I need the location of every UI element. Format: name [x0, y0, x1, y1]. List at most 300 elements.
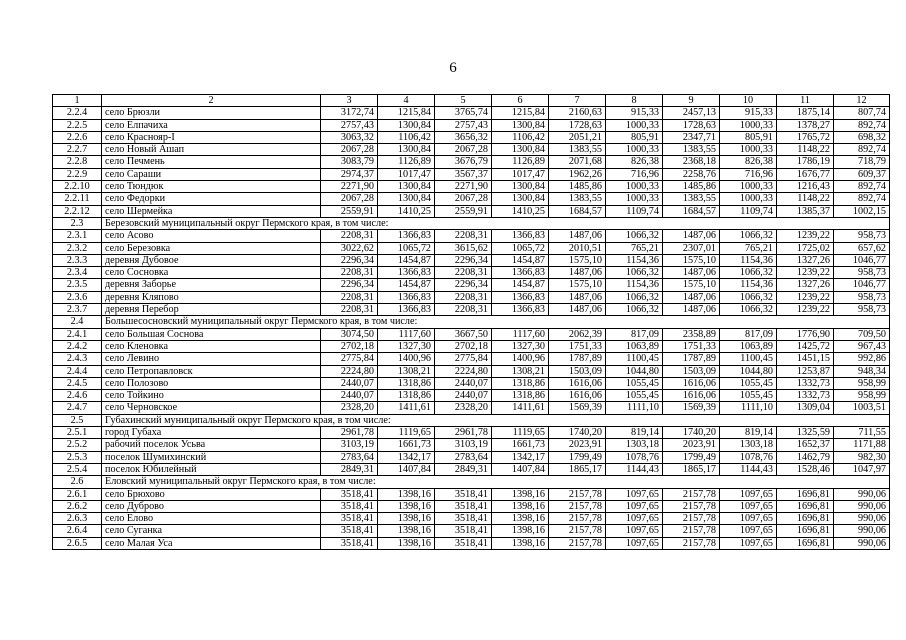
value-cell: 1569,39 [663, 402, 720, 414]
value-cell: 1117,60 [378, 328, 435, 340]
value-cell: 1751,33 [549, 340, 606, 352]
value-cell: 2160,63 [549, 107, 606, 119]
row-code: 2.4.5 [53, 377, 102, 389]
value-cell: 1787,89 [663, 353, 720, 365]
table-row [53, 500, 890, 512]
value-cell: 1728,63 [549, 119, 606, 131]
table-row [53, 439, 890, 451]
value-cell: 1575,10 [549, 254, 606, 266]
value-cell: 3518,41 [321, 525, 378, 537]
value-cell: 2328,20 [435, 402, 492, 414]
column-number-header: 7 [549, 95, 606, 107]
column-number-header: 6 [492, 95, 549, 107]
value-cell: 2157,78 [549, 525, 606, 537]
value-cell: 915,33 [720, 107, 777, 119]
value-cell: 2440,07 [321, 390, 378, 402]
value-cell: 1002,15 [834, 205, 890, 217]
value-cell: 2208,31 [435, 291, 492, 303]
value-cell: 1454,87 [378, 279, 435, 291]
value-cell: 1318,86 [492, 390, 549, 402]
value-cell: 2757,43 [435, 119, 492, 131]
value-cell: 2296,34 [435, 254, 492, 266]
table-row [53, 525, 890, 537]
settlement-name: село Дуброво [102, 500, 321, 512]
value-cell: 1661,73 [378, 439, 435, 451]
value-cell: 892,74 [834, 181, 890, 193]
value-cell: 958,73 [834, 291, 890, 303]
value-cell: 1100,45 [606, 353, 663, 365]
column-number-header: 11 [777, 95, 834, 107]
value-cell: 2157,78 [663, 513, 720, 525]
value-cell: 3518,41 [435, 525, 492, 537]
value-cell: 1398,16 [492, 488, 549, 500]
value-cell: 3172,74 [321, 107, 378, 119]
value-cell: 2157,78 [663, 537, 720, 549]
table-row [53, 365, 890, 377]
value-cell: 1300,84 [492, 144, 549, 156]
value-cell: 1148,22 [777, 144, 834, 156]
value-cell: 2296,34 [435, 279, 492, 291]
row-code: 2.3.5 [53, 279, 102, 291]
value-cell: 718,79 [834, 156, 890, 168]
value-cell: 1063,89 [720, 340, 777, 352]
value-cell: 1962,26 [549, 168, 606, 180]
value-cell: 1066,32 [720, 304, 777, 316]
value-cell: 1575,10 [663, 254, 720, 266]
settlement-name: село Малая Уса [102, 537, 321, 549]
value-cell: 1342,17 [378, 451, 435, 463]
settlement-name: село Новый Ашап [102, 144, 321, 156]
value-cell: 2208,31 [321, 304, 378, 316]
value-cell: 1799,49 [549, 451, 606, 463]
value-cell: 892,74 [834, 119, 890, 131]
value-cell: 1065,72 [378, 242, 435, 254]
value-cell: 657,62 [834, 242, 890, 254]
value-cell: 1063,89 [606, 340, 663, 352]
value-cell: 1215,84 [378, 107, 435, 119]
value-cell: 1097,65 [720, 488, 777, 500]
value-cell: 1366,83 [378, 304, 435, 316]
value-cell: 1383,55 [663, 193, 720, 205]
settlement-name: село Черновское [102, 402, 321, 414]
settlement-name: село Полозово [102, 377, 321, 389]
value-cell: 1000,33 [720, 119, 777, 131]
table-row [53, 242, 890, 254]
value-cell: 1065,72 [492, 242, 549, 254]
page-number: 6 [449, 60, 457, 76]
value-cell: 3615,62 [435, 242, 492, 254]
value-cell: 958,99 [834, 377, 890, 389]
row-code: 2.3.4 [53, 267, 102, 279]
value-cell: 2157,78 [549, 500, 606, 512]
value-cell: 1017,47 [378, 168, 435, 180]
value-cell: 1106,42 [378, 131, 435, 143]
table-row [53, 181, 890, 193]
value-cell: 1253,87 [777, 365, 834, 377]
settlement-name: село Березовка [102, 242, 321, 254]
value-cell: 2067,28 [321, 144, 378, 156]
value-cell: 2071,68 [549, 156, 606, 168]
value-cell: 1111,10 [606, 402, 663, 414]
value-cell: 1308,21 [378, 365, 435, 377]
value-cell: 1111,10 [720, 402, 777, 414]
value-cell: 1066,32 [606, 230, 663, 242]
value-cell: 1000,33 [606, 181, 663, 193]
value-cell: 1055,45 [720, 390, 777, 402]
row-code: 2.3.3 [53, 254, 102, 266]
value-cell: 2010,51 [549, 242, 606, 254]
settlement-name: село Тойкино [102, 390, 321, 402]
value-cell: 958,73 [834, 304, 890, 316]
value-cell: 1327,26 [777, 279, 834, 291]
table-row [53, 463, 890, 475]
value-cell: 1303,18 [606, 439, 663, 451]
row-code: 2.2.8 [53, 156, 102, 168]
table-row [53, 353, 890, 365]
table-row [53, 291, 890, 303]
value-cell: 826,38 [720, 156, 777, 168]
value-cell: 990,06 [834, 488, 890, 500]
value-cell: 1696,81 [777, 537, 834, 549]
value-cell: 1109,74 [606, 205, 663, 217]
value-cell: 2775,84 [321, 353, 378, 365]
value-cell: 765,21 [606, 242, 663, 254]
value-cell: 1366,83 [378, 291, 435, 303]
value-cell: 716,96 [606, 168, 663, 180]
value-cell: 1216,43 [777, 181, 834, 193]
value-cell: 990,06 [834, 525, 890, 537]
value-cell: 1318,86 [378, 377, 435, 389]
value-cell: 2296,34 [321, 254, 378, 266]
value-cell: 1300,84 [378, 144, 435, 156]
value-cell: 1154,36 [720, 279, 777, 291]
table-row [53, 377, 890, 389]
value-cell: 1055,45 [606, 390, 663, 402]
settlement-name: деревня Заборье [102, 279, 321, 291]
value-cell: 1398,16 [378, 525, 435, 537]
value-cell: 1300,84 [378, 193, 435, 205]
value-cell: 1044,80 [720, 365, 777, 377]
group-title: Еловский муниципальный округ Пермского края, в том числе: [102, 476, 890, 488]
value-cell: 3765,74 [435, 107, 492, 119]
column-number-header: 8 [606, 95, 663, 107]
row-code: 2.2.10 [53, 181, 102, 193]
value-cell: 2757,43 [321, 119, 378, 131]
value-cell: 1740,20 [663, 427, 720, 439]
value-cell: 1066,32 [720, 291, 777, 303]
value-cell: 1000,33 [720, 144, 777, 156]
group-code: 2.6 [53, 476, 102, 488]
value-cell: 1003,51 [834, 402, 890, 414]
settlement-name: село Брюзли [102, 107, 321, 119]
value-cell: 3518,41 [321, 500, 378, 512]
value-cell: 1487,06 [663, 291, 720, 303]
value-cell: 1487,06 [549, 267, 606, 279]
table-row [53, 131, 890, 143]
row-code: 2.4.2 [53, 340, 102, 352]
row-code: 2.2.6 [53, 131, 102, 143]
table-row [53, 304, 890, 316]
value-cell: 807,74 [834, 107, 890, 119]
value-cell: 1451,15 [777, 353, 834, 365]
value-cell: 2157,78 [663, 488, 720, 500]
value-cell: 2457,13 [663, 107, 720, 119]
row-code: 2.4.1 [53, 328, 102, 340]
value-cell: 1117,60 [492, 328, 549, 340]
value-cell: 3518,41 [321, 488, 378, 500]
value-cell: 1398,16 [492, 500, 549, 512]
value-cell: 1239,22 [777, 230, 834, 242]
value-cell: 1740,20 [549, 427, 606, 439]
value-cell: 967,43 [834, 340, 890, 352]
value-cell: 2157,78 [549, 537, 606, 549]
value-cell: 819,14 [720, 427, 777, 439]
value-cell: 1126,89 [378, 156, 435, 168]
row-code: 2.2.4 [53, 107, 102, 119]
value-cell: 2440,07 [435, 390, 492, 402]
value-cell: 992,86 [834, 353, 890, 365]
value-cell: 2328,20 [321, 402, 378, 414]
value-cell: 1410,25 [492, 205, 549, 217]
value-cell: 1332,73 [777, 377, 834, 389]
value-cell: 1575,10 [663, 279, 720, 291]
value-cell: 2051,21 [549, 131, 606, 143]
value-cell: 1366,83 [378, 267, 435, 279]
value-cell: 1398,16 [492, 525, 549, 537]
table-row [53, 230, 890, 242]
value-cell: 3667,50 [435, 328, 492, 340]
value-cell: 1487,06 [663, 267, 720, 279]
value-cell: 1300,84 [378, 181, 435, 193]
value-cell: 711,55 [834, 427, 890, 439]
value-cell: 1366,83 [492, 267, 549, 279]
value-cell: 1411,61 [492, 402, 549, 414]
value-cell: 609,37 [834, 168, 890, 180]
value-cell: 1327,26 [777, 254, 834, 266]
value-cell: 1066,32 [606, 304, 663, 316]
group-title: Большесосновский муниципальный округ Пермского края, в том числе: [102, 316, 890, 328]
value-cell: 1154,36 [606, 254, 663, 266]
value-cell: 1327,30 [492, 340, 549, 352]
value-cell: 1616,06 [549, 390, 606, 402]
value-cell: 1148,22 [777, 193, 834, 205]
value-cell: 1300,84 [492, 119, 549, 131]
settlement-name: село Сараши [102, 168, 321, 180]
value-cell: 1398,16 [378, 537, 435, 549]
value-cell: 2023,91 [663, 439, 720, 451]
settlement-name: деревня Кляпово [102, 291, 321, 303]
row-code: 2.5.2 [53, 439, 102, 451]
value-cell: 1786,19 [777, 156, 834, 168]
value-cell: 2559,91 [435, 205, 492, 217]
value-cell: 958,99 [834, 390, 890, 402]
value-cell: 1318,86 [492, 377, 549, 389]
value-cell: 1616,06 [663, 377, 720, 389]
value-cell: 817,09 [720, 328, 777, 340]
value-cell: 1485,86 [663, 181, 720, 193]
value-cell: 1239,22 [777, 267, 834, 279]
row-code: 2.5.4 [53, 463, 102, 475]
value-cell: 1661,73 [492, 439, 549, 451]
value-cell: 1398,16 [378, 488, 435, 500]
value-cell: 2157,78 [663, 500, 720, 512]
value-cell: 1055,45 [720, 377, 777, 389]
value-cell: 1696,81 [777, 525, 834, 537]
value-cell: 892,74 [834, 193, 890, 205]
value-cell: 2208,31 [435, 230, 492, 242]
group-row [53, 217, 890, 229]
column-number-header: 9 [663, 95, 720, 107]
value-cell: 948,34 [834, 365, 890, 377]
value-cell: 1485,86 [549, 181, 606, 193]
group-row [53, 476, 890, 488]
value-cell: 1215,84 [492, 107, 549, 119]
value-cell: 1066,32 [606, 267, 663, 279]
value-cell: 2849,31 [321, 463, 378, 475]
settlement-name: село Елпачиха [102, 119, 321, 131]
row-code: 2.6.5 [53, 537, 102, 549]
value-cell: 1425,72 [777, 340, 834, 352]
row-code: 2.3.2 [53, 242, 102, 254]
value-cell: 1454,87 [492, 254, 549, 266]
table-row [53, 451, 890, 463]
table-row [53, 144, 890, 156]
row-code: 2.5.1 [53, 427, 102, 439]
value-cell: 1503,09 [663, 365, 720, 377]
value-cell: 1097,65 [606, 513, 663, 525]
row-code: 2.6.2 [53, 500, 102, 512]
value-cell: 1407,84 [492, 463, 549, 475]
settlement-name: село Шермейка [102, 205, 321, 217]
value-cell: 1696,81 [777, 488, 834, 500]
value-cell: 1528,46 [777, 463, 834, 475]
value-cell: 3518,41 [435, 513, 492, 525]
value-cell: 990,06 [834, 513, 890, 525]
value-cell: 1097,65 [606, 488, 663, 500]
table-row [53, 402, 890, 414]
value-cell: 2271,90 [321, 181, 378, 193]
table-row [53, 390, 890, 402]
value-cell: 1100,45 [720, 353, 777, 365]
value-cell: 1398,16 [378, 513, 435, 525]
settlement-name: поселок Юбилейный [102, 463, 321, 475]
value-cell: 1398,16 [492, 513, 549, 525]
table-row [53, 513, 890, 525]
table-row [53, 340, 890, 352]
value-cell: 3518,41 [435, 537, 492, 549]
value-cell: 1787,89 [549, 353, 606, 365]
value-cell: 1119,65 [492, 427, 549, 439]
value-cell: 3103,19 [321, 439, 378, 451]
value-cell: 1799,49 [663, 451, 720, 463]
value-cell: 2062,39 [549, 328, 606, 340]
value-cell: 3518,41 [435, 488, 492, 500]
value-cell: 819,14 [606, 427, 663, 439]
table-row [53, 488, 890, 500]
value-cell: 2067,28 [435, 144, 492, 156]
table-row [53, 193, 890, 205]
value-cell: 1342,17 [492, 451, 549, 463]
group-code: 2.3 [53, 217, 102, 229]
value-cell: 1407,84 [378, 463, 435, 475]
value-cell: 1300,84 [378, 119, 435, 131]
value-cell: 1017,47 [492, 168, 549, 180]
value-cell: 1400,96 [492, 353, 549, 365]
value-cell: 1109,74 [720, 205, 777, 217]
value-cell: 1875,14 [777, 107, 834, 119]
value-cell: 1078,76 [720, 451, 777, 463]
value-cell: 1487,06 [663, 230, 720, 242]
value-cell: 805,91 [720, 131, 777, 143]
value-cell: 1066,32 [606, 291, 663, 303]
value-cell: 2208,31 [435, 304, 492, 316]
value-cell: 1776,90 [777, 328, 834, 340]
table-row [53, 254, 890, 266]
value-cell: 1454,87 [378, 254, 435, 266]
value-cell: 1398,16 [378, 500, 435, 512]
value-cell: 1684,57 [549, 205, 606, 217]
row-code: 2.4.6 [53, 390, 102, 402]
value-cell: 1046,77 [834, 254, 890, 266]
value-cell: 1462,79 [777, 451, 834, 463]
table-row [53, 168, 890, 180]
settlement-name: село Федорки [102, 193, 321, 205]
value-cell: 826,38 [606, 156, 663, 168]
value-cell: 1366,83 [492, 230, 549, 242]
value-cell: 1616,06 [663, 390, 720, 402]
value-cell: 2440,07 [321, 377, 378, 389]
value-cell: 2702,18 [435, 340, 492, 352]
group-title: Губахинский муниципальный округ Пермского края, в том числе: [102, 414, 890, 426]
value-cell: 1097,65 [720, 500, 777, 512]
value-cell: 2974,37 [321, 168, 378, 180]
group-row [53, 414, 890, 426]
table-header-row [53, 95, 890, 107]
value-cell: 1383,55 [663, 144, 720, 156]
settlement-name: село Брюхово [102, 488, 321, 500]
table-row [53, 537, 890, 549]
value-cell: 1765,72 [777, 131, 834, 143]
value-cell: 1676,77 [777, 168, 834, 180]
value-cell: 1000,33 [720, 193, 777, 205]
value-cell: 1046,77 [834, 279, 890, 291]
value-cell: 1385,37 [777, 205, 834, 217]
value-cell: 765,21 [720, 242, 777, 254]
column-number-header: 3 [321, 95, 378, 107]
value-cell: 1097,65 [606, 537, 663, 549]
table-row [53, 427, 890, 439]
row-code: 2.3.6 [53, 291, 102, 303]
value-cell: 1383,55 [549, 193, 606, 205]
value-cell: 2224,80 [321, 365, 378, 377]
column-number-header: 5 [435, 95, 492, 107]
value-cell: 2849,31 [435, 463, 492, 475]
value-cell: 2023,91 [549, 439, 606, 451]
value-cell: 1309,04 [777, 402, 834, 414]
value-cell: 2783,64 [321, 451, 378, 463]
value-cell: 2775,84 [435, 353, 492, 365]
value-cell: 1097,65 [720, 537, 777, 549]
value-cell: 1865,17 [663, 463, 720, 475]
value-cell: 1078,76 [606, 451, 663, 463]
value-cell: 1383,55 [549, 144, 606, 156]
value-cell: 1000,33 [606, 119, 663, 131]
value-cell: 1171,88 [834, 439, 890, 451]
value-cell: 2208,31 [321, 267, 378, 279]
value-cell: 1696,81 [777, 513, 834, 525]
value-cell: 1097,65 [720, 525, 777, 537]
value-cell: 1652,37 [777, 439, 834, 451]
